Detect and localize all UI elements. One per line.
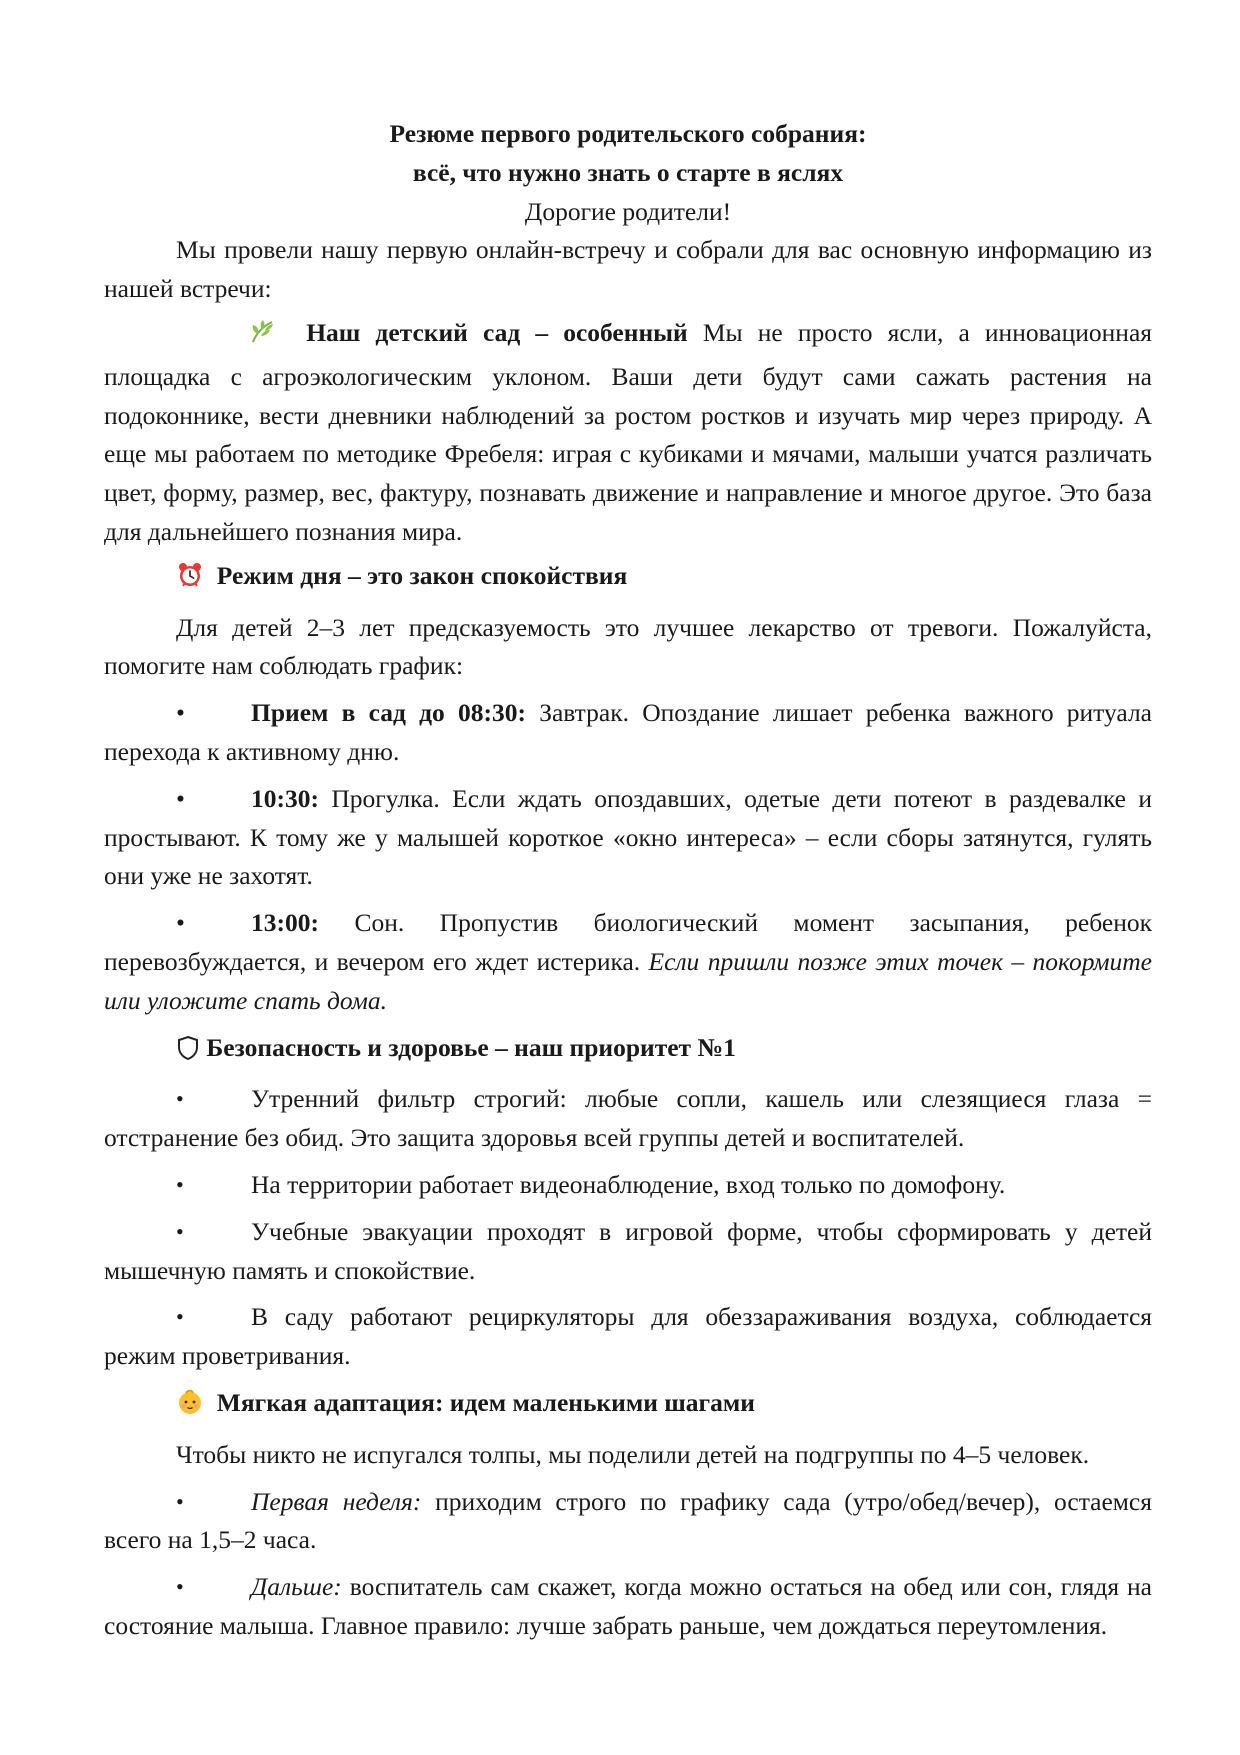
bullet-marker: • <box>176 908 185 938</box>
section-2-intro: Для детей 2–3 лет предсказуемость это лучшее лекарство от тревоги. Пожалуйста, помогите нам соблюдать график: <box>104 612 1152 681</box>
section-2-heading: Режим дня – это закон спокойствия <box>216 560 628 590</box>
schedule-text: Прогулка. Если ждать опоздавших, одетые дети потеют в раздевалке и простывают. К тому же у малышей короткое «окно интереса» – если сборы затянутся, гулять они уже не захотят. <box>104 783 1152 891</box>
section-2-heading-row <box>104 557 1152 601</box>
bullet-marker: • <box>176 1574 184 1600</box>
schedule-item <box>104 904 1152 1020</box>
bullet-marker: • <box>176 1086 184 1112</box>
schedule-time: 10:30: <box>251 783 319 813</box>
bullet-marker: • <box>176 1218 184 1244</box>
safety-text: Учебные эвакуации проходят в игровой форме, чтобы сформировать у детей мышечную память и спокойствие. <box>104 1216 1152 1285</box>
baby-icon <box>176 1388 204 1428</box>
schedule-time: 13:00: <box>251 908 319 938</box>
section-4-heading-row <box>104 1384 1152 1428</box>
schedule-item <box>104 694 1152 772</box>
schedule-text: Сон. Пропустив биологический момент засыпания, ребенок перевозбуждается, и вечером его ждет истерика. <box>104 908 1152 976</box>
alarm-clock-icon <box>176 561 204 601</box>
bullet-marker: • <box>176 1304 184 1330</box>
bullet-marker: • <box>176 698 185 728</box>
adaptation-label: Первая неделя: <box>251 1486 422 1516</box>
safety-text: В саду работают рециркуляторы для обеззараживания воздуха, соблюдается режим проветривания. <box>104 1302 1152 1371</box>
section-4-intro: Чтобы никто не испугался толпы, мы поделили детей на подгруппы по 4–5 человек. <box>176 1439 1090 1469</box>
schedule-time: Прием в сад до 08:30: <box>251 698 526 728</box>
section-3-heading-row <box>104 1029 1152 1073</box>
bullet-marker: • <box>176 1171 184 1197</box>
section-3-heading: Безопасность и здоровье – наш приоритет №1 <box>206 1032 736 1062</box>
safety-item <box>104 1213 1152 1291</box>
schedule-note: Если пришли позже этих точек – покормите или уложите спать дома. <box>104 946 1152 1015</box>
leaf-icon <box>176 318 276 358</box>
bullet-marker: • <box>176 783 185 813</box>
document-page <box>104 115 1152 1646</box>
schedule-text: Завтрак. Опоздание лишает ребенка важного ритуала перехода к активному дню. <box>104 698 1152 766</box>
safety-item <box>104 1166 1152 1205</box>
schedule-item <box>104 780 1152 896</box>
adaptation-text: воспитатель сам скажет, когда можно остаться на обед или сон, глядя на состояние малыша. Главное правило: лучше забрать раньше, чем дождаться переутомления. <box>104 1572 1152 1640</box>
adaptation-label: Дальше: <box>251 1572 342 1602</box>
intro-paragraph: Мы провели нашу первую онлайн-встречу и собрали для вас основную информацию из нашей встречи: <box>104 235 1152 304</box>
document-title-line-2: всё, что нужно знать о старте в яслях <box>412 157 844 187</box>
section-4-heading: Мягкая адаптация: идем маленькими шагами <box>216 1387 755 1417</box>
safety-text: Утренний фильтр строгий: любые сопли, кашель или слезящиеся глаза = отстранение без обид. Это защита здоровья всей группы детей и воспитателей. <box>104 1084 1152 1153</box>
adaptation-text: приходим строго по графику сада (утро/обед/вечер), остаемся всего на 1,5–2 часа. <box>104 1486 1152 1555</box>
bullet-marker: • <box>176 1488 184 1514</box>
adaptation-item <box>104 1483 1152 1561</box>
safety-text: На территории работает видеонаблюдение, вход только по домофону. <box>251 1169 1006 1199</box>
safety-item <box>104 1298 1152 1376</box>
greeting: Дорогие родители! <box>524 196 732 226</box>
section-1-heading: Наш детский сад – особенный <box>306 317 688 347</box>
safety-item <box>104 1080 1152 1158</box>
adaptation-item <box>104 1568 1152 1646</box>
section-1-text: Мы не просто ясли, а инновационная площадка с агроэкологическим уклоном. Ваши дети будут сами сажать растения на подоконнике, вести дневники наблюдений за ростом ростков и изучать мир через природу. А еще мы работаем по методике Фребеля: играя с кубиками и мячами, малыши учатся различать цвет, форму, размер, вес, фактуру, познавать движение и направление и многое другое. Это база для дальнейшего познания мира. <box>104 317 1152 546</box>
document-title-line-1: Резюме первого родительского собрания: <box>389 119 867 148</box>
section-1-paragraph <box>104 314 1152 552</box>
shield-icon <box>176 1034 200 1073</box>
